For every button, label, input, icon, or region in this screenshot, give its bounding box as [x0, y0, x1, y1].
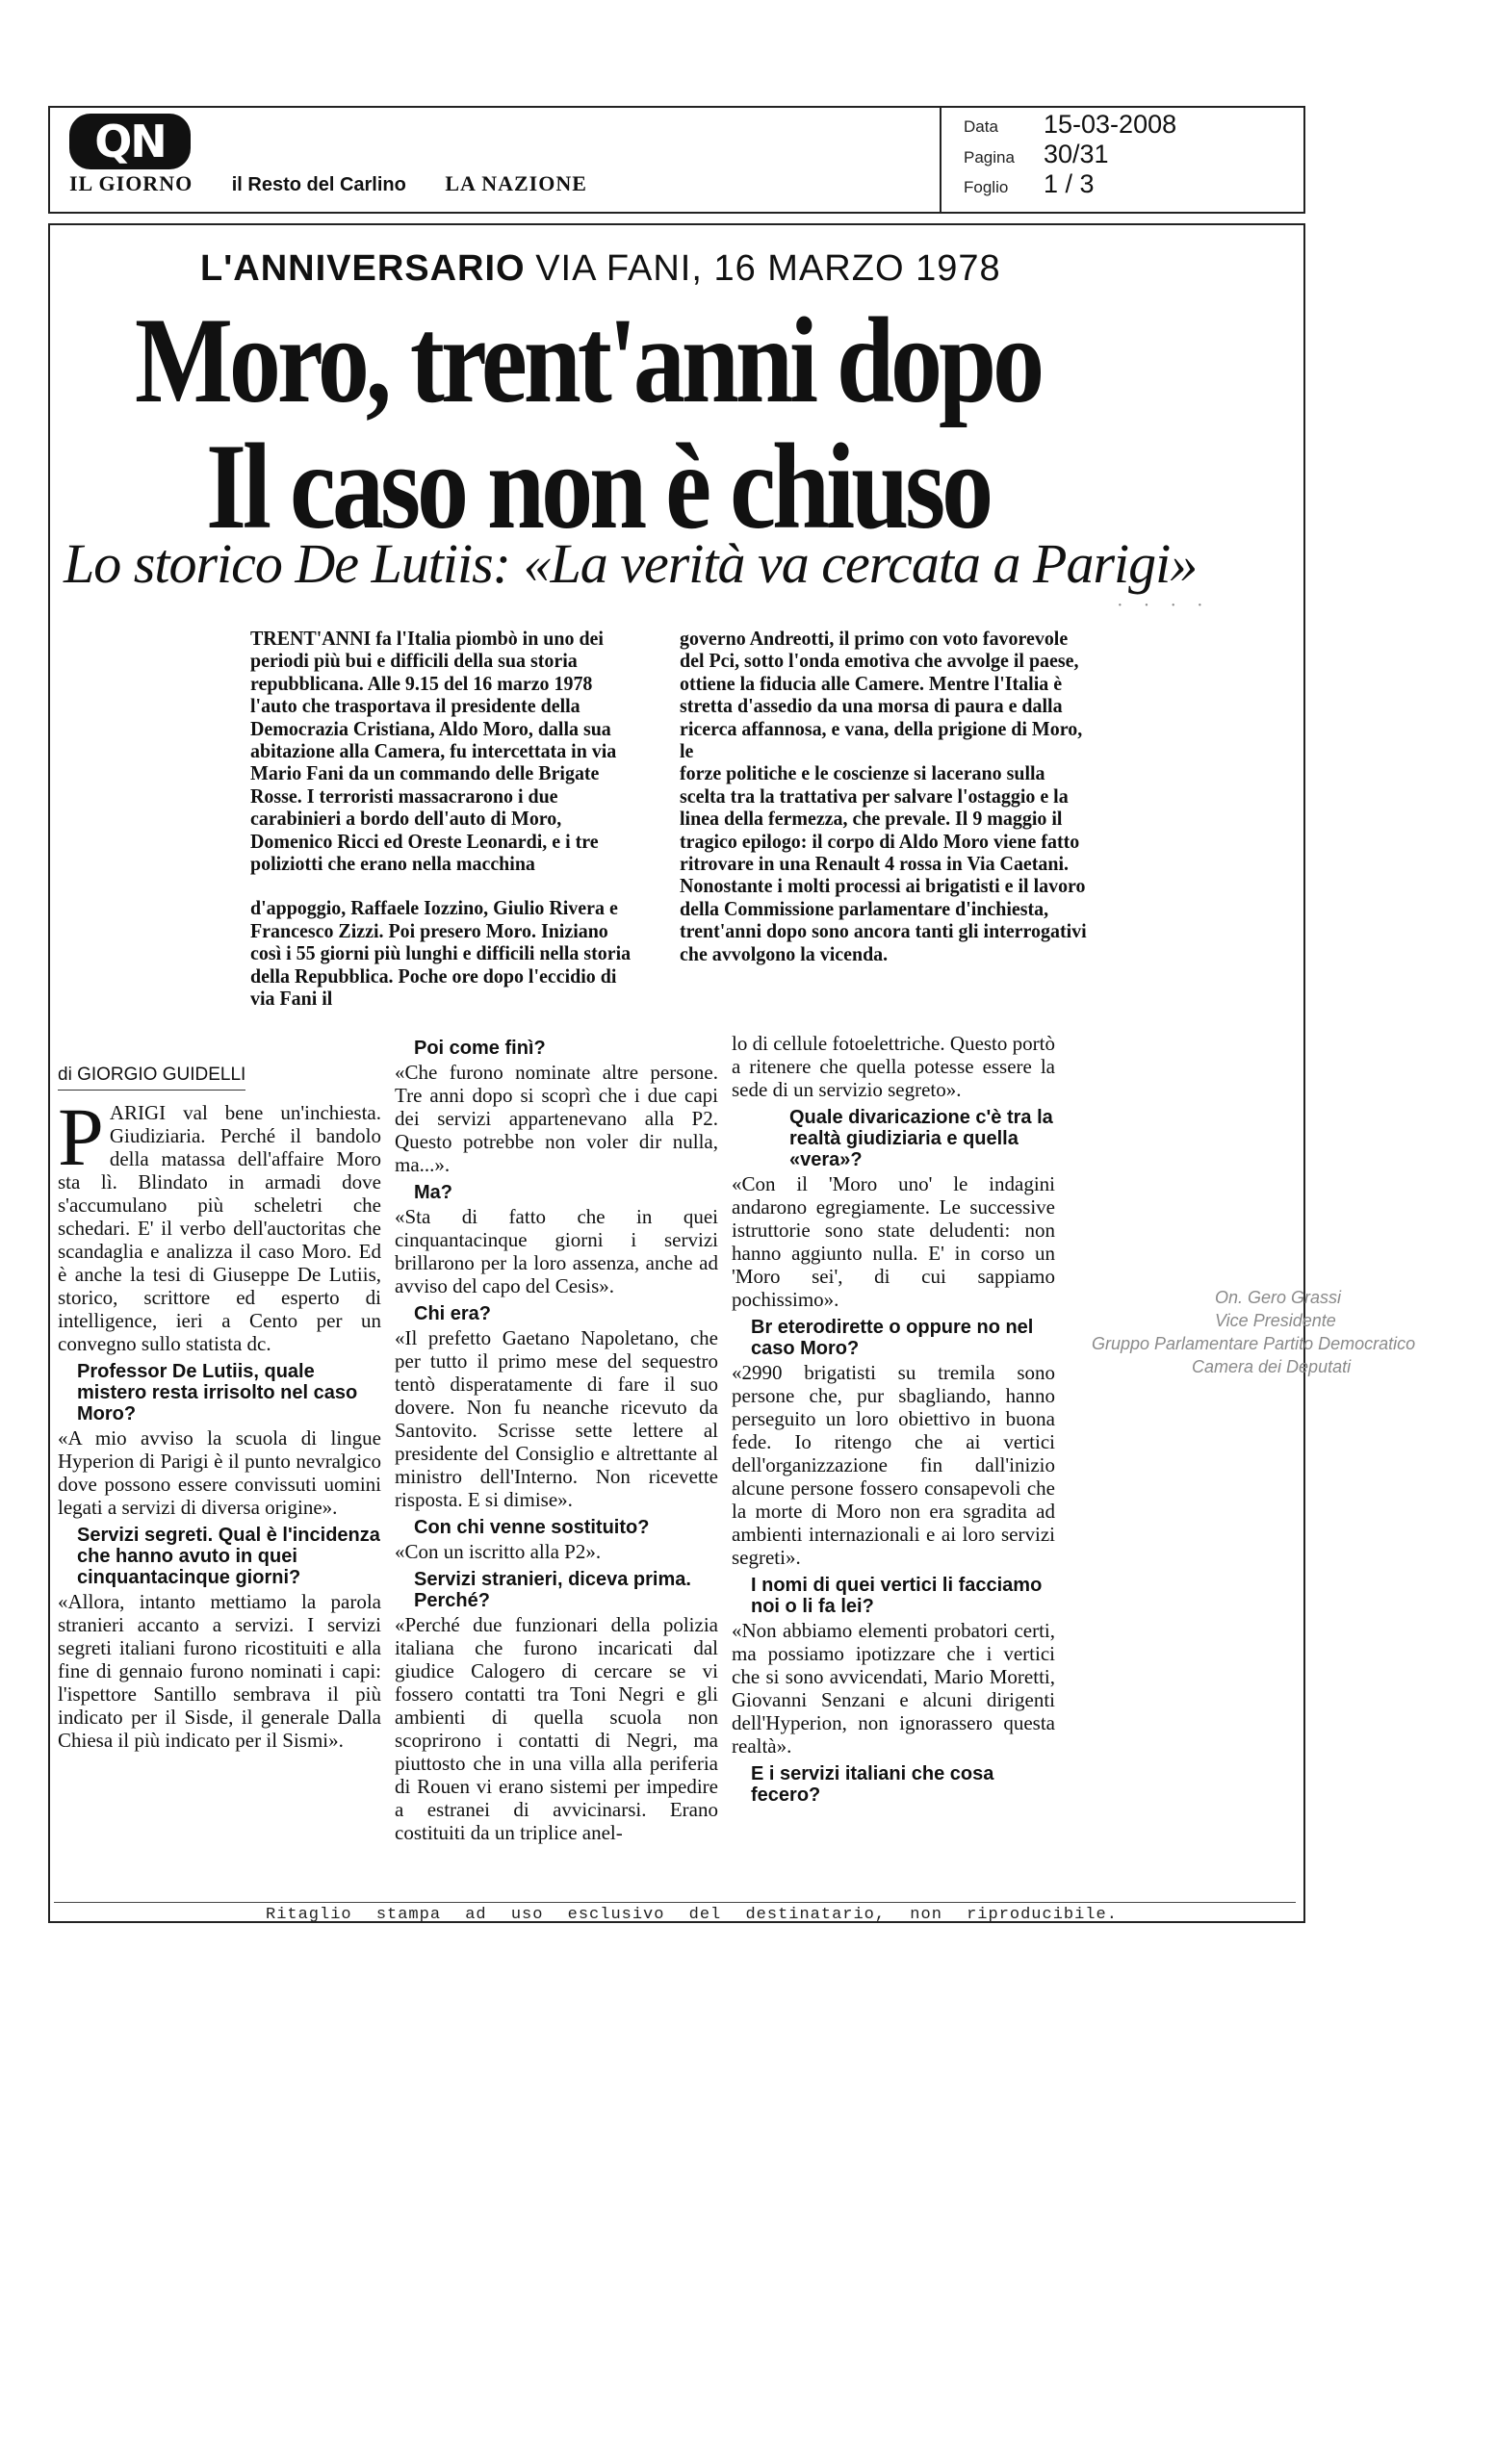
watermark-line-3: Gruppo Parlamentare Partito Democratico	[1092, 1334, 1416, 1353]
answer: «Non abbiamo elementi probatori certi, ma possiamo ipotizzare che i vertici che si sono avvicendati, Mario Moretti, Giovanni Senzani e alcuni dirigenti dell'Hyperion, non ignorassero questa realtà».	[732, 1619, 1055, 1758]
sheet-label: Foglio	[964, 178, 1009, 196]
question: Servizi stranieri, diceva prima. Perché?	[414, 1569, 691, 1611]
answer: «2990 brigatisti su tremila sono persone che, pur sbagliando, hanno perseguito un loro obiettivo in buona fede. Io ritengo che ai vertici dell'organizzazione fin dall'inizio alcune persone fossero consapevoli che la morte di Moro non era sgradita ad ambienti internazionali e ai loro servizi segreti».	[732, 1361, 1055, 1569]
lead-right-para-2: forze politiche e le coscienze si lacerano sulla scelta tra la trattativa per salvare l'ostaggio e la linea della fermezza, che prevale. Il 9 maggio il tragico epilogo: il corpo di Aldo Moro viene fatto ritrovare in una Renault 4 rossa in Via Caetani. Nonostante i molti processi ai brigatisti e il lavoro della Commissione parlamentare d'inchiesta, trent'anni dopo sono ancora tanti gli interrogativi che avvolgono la vicenda.	[680, 761, 1087, 965]
stamp-rule	[54, 1902, 1296, 1903]
date-label: Data	[964, 117, 998, 136]
answer: «A mio avviso la scuola di lingue Hyperion di Parigi è il punto nevralgico dove possono essere convissuti uomini legati a servizi di diversa origine».	[58, 1426, 381, 1519]
answer-continued: lo di cellule fotoelettriche. Questo portò a ritenere che quella potesse essere la sede di un servizio segreto».	[732, 1032, 1055, 1101]
question: Ma?	[414, 1182, 452, 1203]
kicker-light: VIA FANI, 16 MARZO 1978	[535, 248, 1001, 289]
column-3	[732, 1032, 1055, 1808]
headline-line-2: Il caso non è chiuso	[206, 419, 991, 555]
stamp-notice: Ritaglio stampa ad uso esclusivo del destinatario, non riproducibile.	[266, 1906, 1118, 1924]
lead-left-para-2: d'appoggio, Raffaele Iozzino, Giulio Rivera e Francesco Zizzi. Poi presero Moro. Iniziano così i 55 giorni più lunghi e difficili nella storia della Repubblica. Poche ore dopo l'eccidio di via Fani il	[250, 896, 632, 1011]
paper-la-nazione: LA NAZIONE	[445, 171, 587, 195]
watermark-line-1: On. Gero Grassi	[1215, 1288, 1342, 1307]
answer: «Il prefetto Gaetano Napoletano, che per tutto il primo mese del sequestro tentò disperatamente di fare il suo dovere. Non fu neanche ricevuto da Santovito. Scrisse sette lettere al presidente del Consiglio e altrettante al ministro dell'Interno. Non ricevette risposta. E si dimise».	[395, 1326, 718, 1511]
question: I nomi di quei vertici li facciamo noi o li fa lei?	[751, 1575, 1043, 1617]
question: Poi come finì?	[414, 1038, 546, 1059]
lead-left	[250, 628, 634, 1011]
question: Quale divaricazione c'è tra la realtà giudiziaria e quella «vera»?	[789, 1107, 1053, 1170]
lead-right-para-1: governo Andreotti, il primo con voto favorevole del Pci, sotto l'onda emotiva che avvolge il paese, ottiene la fiducia alle Camere. Mentre l'Italia è stretta d'assedio da una morsa di paura e dalla ricerca affannosa, e vana, della prigione di Moro, le	[680, 627, 1083, 763]
sheet-value: 1 / 3	[1044, 169, 1095, 198]
question: Chi era?	[414, 1303, 492, 1324]
answer: «Che furono nominate altre persone. Tre anni dopo si scoprì che i due capi dei servizi appartenevano alla P2. Questo potrebbe non voler dir nulla, ma...».	[395, 1061, 718, 1176]
page-value: 30/31	[1044, 140, 1109, 168]
watermark-line-4: Camera dei Deputati	[1192, 1357, 1352, 1376]
lead-left-para-1: TRENT'ANNI fa l'Italia piombò in uno dei periodi più bui e difficili della sua storia repubblicana. Alle 9.15 del 16 marzo 1978 l'auto che trasportava il presidente della Democrazia Cristiana, Aldo Moro, dalla sua abitazione alla Camera, fu intercettata in via Mario Fani da un commando delle Brigate Rosse. I terroristi massacrarono i due carabinieri a bordo dell'auto di Moro, Domenico Ricci ed Oreste Leonardi, e i tre poliziotti che erano nella macchina	[250, 627, 617, 876]
paper-il-giorno: IL GIORNO	[69, 171, 193, 195]
newspaper-names	[69, 171, 620, 196]
header-divider	[940, 108, 941, 212]
intro-text: ARIGI val bene un'inchiesta. Giudiziaria. Perché il bandolo della matassa dell'affaire Moro sta lì. Blindato in armadi dove s'accumulano più scheletri che schedari. E' il verbo dell'auctoritas che scandaglia e analizza il caso Moro. Ed è anche la tesi di Giuseppe De Lutiis, storico, scrittore ed esperto di intelligence, ieri a Cento per un convegno sullo statista dc.	[58, 1101, 381, 1355]
watermark-line-2: Vice Presidente	[1215, 1311, 1336, 1330]
question: Servizi segreti. Qual è l'incidenza che hanno avuto in quei cinquantacinque giorni?	[77, 1525, 380, 1588]
answer: «Con un iscritto alla P2».	[395, 1540, 602, 1563]
page-label: Pagina	[964, 148, 1015, 167]
paper-resto-del-carlino: il Resto del Carlino	[231, 174, 406, 195]
headline-line-1: Moro, trent'anni dopo	[135, 293, 1042, 429]
subtitle: Lo storico De Lutiis: «La verità va cercata a Parigi»	[64, 532, 1198, 595]
column-2	[395, 1032, 718, 1844]
date-value: 15-03-2008	[1044, 110, 1177, 139]
answer: «Con il 'Moro uno' le indagini andarono egregiamente. Le successive istruttorie sono state deludenti: non hanno aggiunto nulla. E' in corso un 'Moro sei', di cui sappiamo pochissimo».	[732, 1172, 1055, 1311]
kicker-bold: L'ANNIVERSARIO	[200, 248, 526, 289]
intro-paragraph	[58, 1091, 381, 1355]
drop-cap: P	[58, 1091, 104, 1183]
column-1	[58, 1091, 381, 1752]
question: Br eterodirette o oppure no nel caso Moro?	[751, 1317, 1034, 1359]
byline: di GIORGIO GUIDELLI	[58, 1065, 246, 1085]
lead-right	[680, 628, 1088, 965]
question: Con chi venne sostituito?	[414, 1517, 650, 1538]
kicker	[200, 248, 1001, 290]
question: Professor De Lutiis, quale mistero resta irrisolto nel caso Moro?	[77, 1361, 358, 1424]
question: E i servizi italiani che cosa fecero?	[751, 1763, 994, 1806]
qn-logo: QN	[69, 114, 191, 169]
decorative-dots: · · · ·	[1117, 595, 1211, 616]
answer: «Sta di fatto che in quei cinquantacinque giorni i servizi brillarono per la loro assenza, anche ad avviso del capo del Cesis».	[395, 1205, 718, 1297]
answer: «Perché due funzionari della polizia italiana che furono incaricati dal giudice Calogero di cercare se vi fossero contatti tra Toni Negri e gli ambienti di quella scuola non scoprirono i contatti di Negri, ma piuttosto che in una villa alla periferia di Rouen vi erano sistemi per impedire a estranei di avvicinarsi. Erano costituiti da un triplice anel-	[395, 1613, 718, 1844]
answer: «Allora, intanto mettiamo la parola stranieri accanto a servizi. I servizi segreti italiani furono ricostituiti e alla fine di gennaio furono nominati i capi: l'ispettore Santillo sembrava il più indicato per il Sisde, il generale Dalla Chiesa il più indicato per il Sismi».	[58, 1590, 381, 1752]
